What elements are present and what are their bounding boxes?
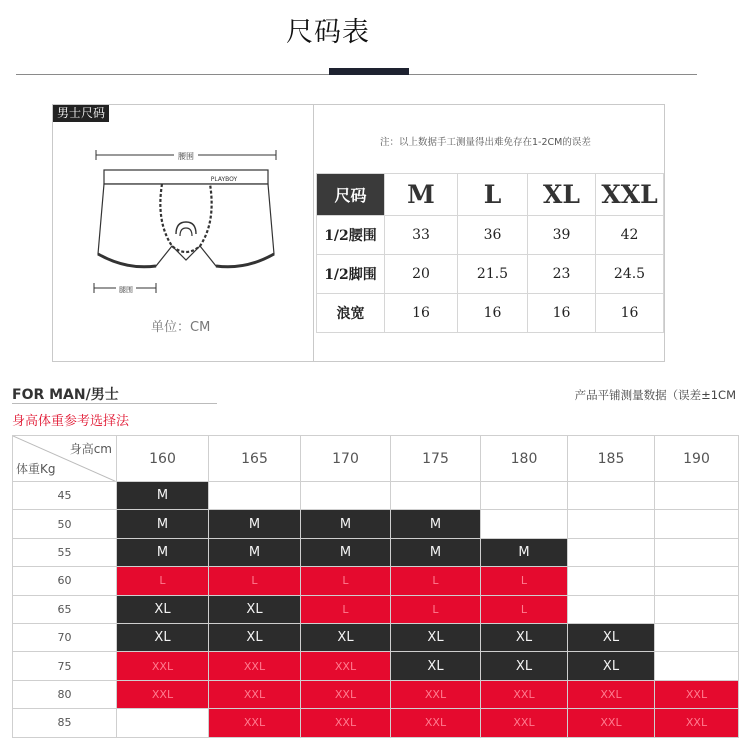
size-row	[317, 216, 664, 255]
weight-row	[13, 680, 739, 708]
size-cell: M	[117, 482, 209, 510]
height-header: 180	[481, 436, 568, 482]
underwear-diagram	[86, 142, 286, 307]
size-cell: XXL	[568, 709, 655, 737]
size-cell: XXL	[655, 680, 739, 708]
empty-cell	[209, 482, 301, 510]
measurement-note: 注：以上数据手工测量得出难免存在1-2CM的误差	[380, 137, 591, 148]
size-cell: XXL	[117, 652, 209, 680]
size-value: 16	[528, 294, 596, 333]
empty-cell	[568, 510, 655, 538]
size-cell: XXL	[655, 709, 739, 737]
size-value: 16	[385, 294, 458, 333]
size-cell: XXL	[481, 709, 568, 737]
empty-cell	[655, 538, 739, 566]
size-cell: L	[391, 567, 481, 595]
size-cell: XL	[301, 623, 391, 651]
size-value: 36	[458, 216, 528, 255]
recommend-title: FOR MAN/男士	[12, 387, 119, 403]
height-header: 185	[568, 436, 655, 482]
size-value: 16	[458, 294, 528, 333]
size-cell: XXL	[481, 680, 568, 708]
height-header: 175	[391, 436, 481, 482]
weight-row	[13, 538, 739, 566]
size-cell: XL	[481, 623, 568, 651]
size-cell: L	[209, 567, 301, 595]
size-value: 24.5	[596, 255, 664, 294]
height-header: 165	[209, 436, 301, 482]
empty-cell	[481, 482, 568, 510]
size-cell: XL	[568, 652, 655, 680]
size-cell: XXL	[391, 709, 481, 737]
waist-label: 腰围	[178, 152, 194, 161]
size-cell: XXL	[301, 680, 391, 708]
row-label: 浪宽	[317, 294, 385, 333]
empty-cell	[655, 595, 739, 623]
size-cell: XL	[209, 595, 301, 623]
height-header: 190	[655, 436, 739, 482]
size-value: 33	[385, 216, 458, 255]
height-header: 170	[301, 436, 391, 482]
size-cell: L	[301, 567, 391, 595]
empty-cell	[568, 595, 655, 623]
corner-height-label: 身高cm	[69, 442, 112, 456]
size-cell: XL	[391, 623, 481, 651]
empty-cell	[568, 567, 655, 595]
row-label: 1/2脚围	[317, 255, 385, 294]
height-header: 160	[117, 436, 209, 482]
page-title: 尺码表	[286, 17, 370, 48]
size-cell: XXL	[391, 680, 481, 708]
size-cell: L	[301, 595, 391, 623]
title-accent-bar	[329, 68, 409, 75]
size-cell: XL	[117, 595, 209, 623]
size-row	[317, 294, 664, 333]
size-cell: L	[481, 595, 568, 623]
height-header-row	[13, 436, 739, 482]
size-cell: M	[391, 510, 481, 538]
size-cell: M	[301, 510, 391, 538]
size-cell: XXL	[301, 652, 391, 680]
size-cell: M	[481, 538, 568, 566]
weight-label: 85	[13, 709, 117, 737]
empty-cell	[568, 538, 655, 566]
weight-row	[13, 652, 739, 680]
size-cell: XL	[568, 623, 655, 651]
recommend-underline	[12, 403, 217, 404]
leg-label: 腿围	[119, 286, 133, 294]
empty-cell	[655, 482, 739, 510]
size-value: 23	[528, 255, 596, 294]
weight-label: 55	[13, 538, 117, 566]
size-value: 42	[596, 216, 664, 255]
size-cell: XL	[481, 652, 568, 680]
size-cell: M	[301, 538, 391, 566]
weight-label: 70	[13, 623, 117, 651]
unit-label: 单位：CM	[151, 320, 211, 335]
size-cell: XXL	[117, 680, 209, 708]
weight-row	[13, 510, 739, 538]
size-chart-table	[316, 173, 664, 333]
size-cell: XXL	[209, 680, 301, 708]
size-l: L	[458, 174, 528, 216]
size-value: 20	[385, 255, 458, 294]
height-weight-table	[12, 435, 739, 738]
empty-cell	[655, 510, 739, 538]
size-header-row	[317, 174, 664, 216]
size-header-label: 尺码	[317, 174, 385, 216]
size-xl: XL	[528, 174, 596, 216]
corner-weight-label: 体重Kg	[16, 462, 56, 476]
weight-label: 75	[13, 652, 117, 680]
size-m: M	[385, 174, 458, 216]
panel-divider	[313, 104, 314, 362]
size-cell: M	[117, 510, 209, 538]
size-cell: XL	[209, 623, 301, 651]
weight-row	[13, 595, 739, 623]
size-cell: XXL	[568, 680, 655, 708]
size-row	[317, 255, 664, 294]
size-cell: M	[209, 510, 301, 538]
size-xxl: XXL	[596, 174, 664, 216]
empty-cell	[568, 482, 655, 510]
size-cell: L	[117, 567, 209, 595]
weight-label: 45	[13, 482, 117, 510]
weight-row	[13, 623, 739, 651]
size-cell: M	[391, 538, 481, 566]
recommend-subtitle: 身高体重参考选择法	[12, 414, 130, 429]
size-cell: XL	[391, 652, 481, 680]
empty-cell	[655, 652, 739, 680]
weight-label: 60	[13, 567, 117, 595]
men-size-tag: 男士尺码	[53, 105, 109, 122]
corner-cell	[13, 436, 117, 482]
size-cell: L	[481, 567, 568, 595]
size-cell: XXL	[209, 652, 301, 680]
size-value: 39	[528, 216, 596, 255]
weight-row	[13, 709, 739, 737]
empty-cell	[655, 567, 739, 595]
empty-cell	[117, 709, 209, 737]
size-cell: L	[391, 595, 481, 623]
weight-row	[13, 482, 739, 510]
brand-label: PLAYBOY	[210, 176, 238, 183]
weight-label: 65	[13, 595, 117, 623]
empty-cell	[301, 482, 391, 510]
recommend-note: 产品平铺测量数据（误差±1CM	[574, 388, 736, 402]
empty-cell	[391, 482, 481, 510]
weight-label: 50	[13, 510, 117, 538]
size-cell: M	[209, 538, 301, 566]
weight-row	[13, 567, 739, 595]
size-value: 16	[596, 294, 664, 333]
size-cell: M	[117, 538, 209, 566]
weight-label: 80	[13, 680, 117, 708]
empty-cell	[481, 510, 568, 538]
empty-cell	[655, 623, 739, 651]
size-value: 21.5	[458, 255, 528, 294]
row-label: 1/2腰围	[317, 216, 385, 255]
size-cell: XL	[117, 623, 209, 651]
size-cell: XXL	[301, 709, 391, 737]
size-cell: XXL	[209, 709, 301, 737]
